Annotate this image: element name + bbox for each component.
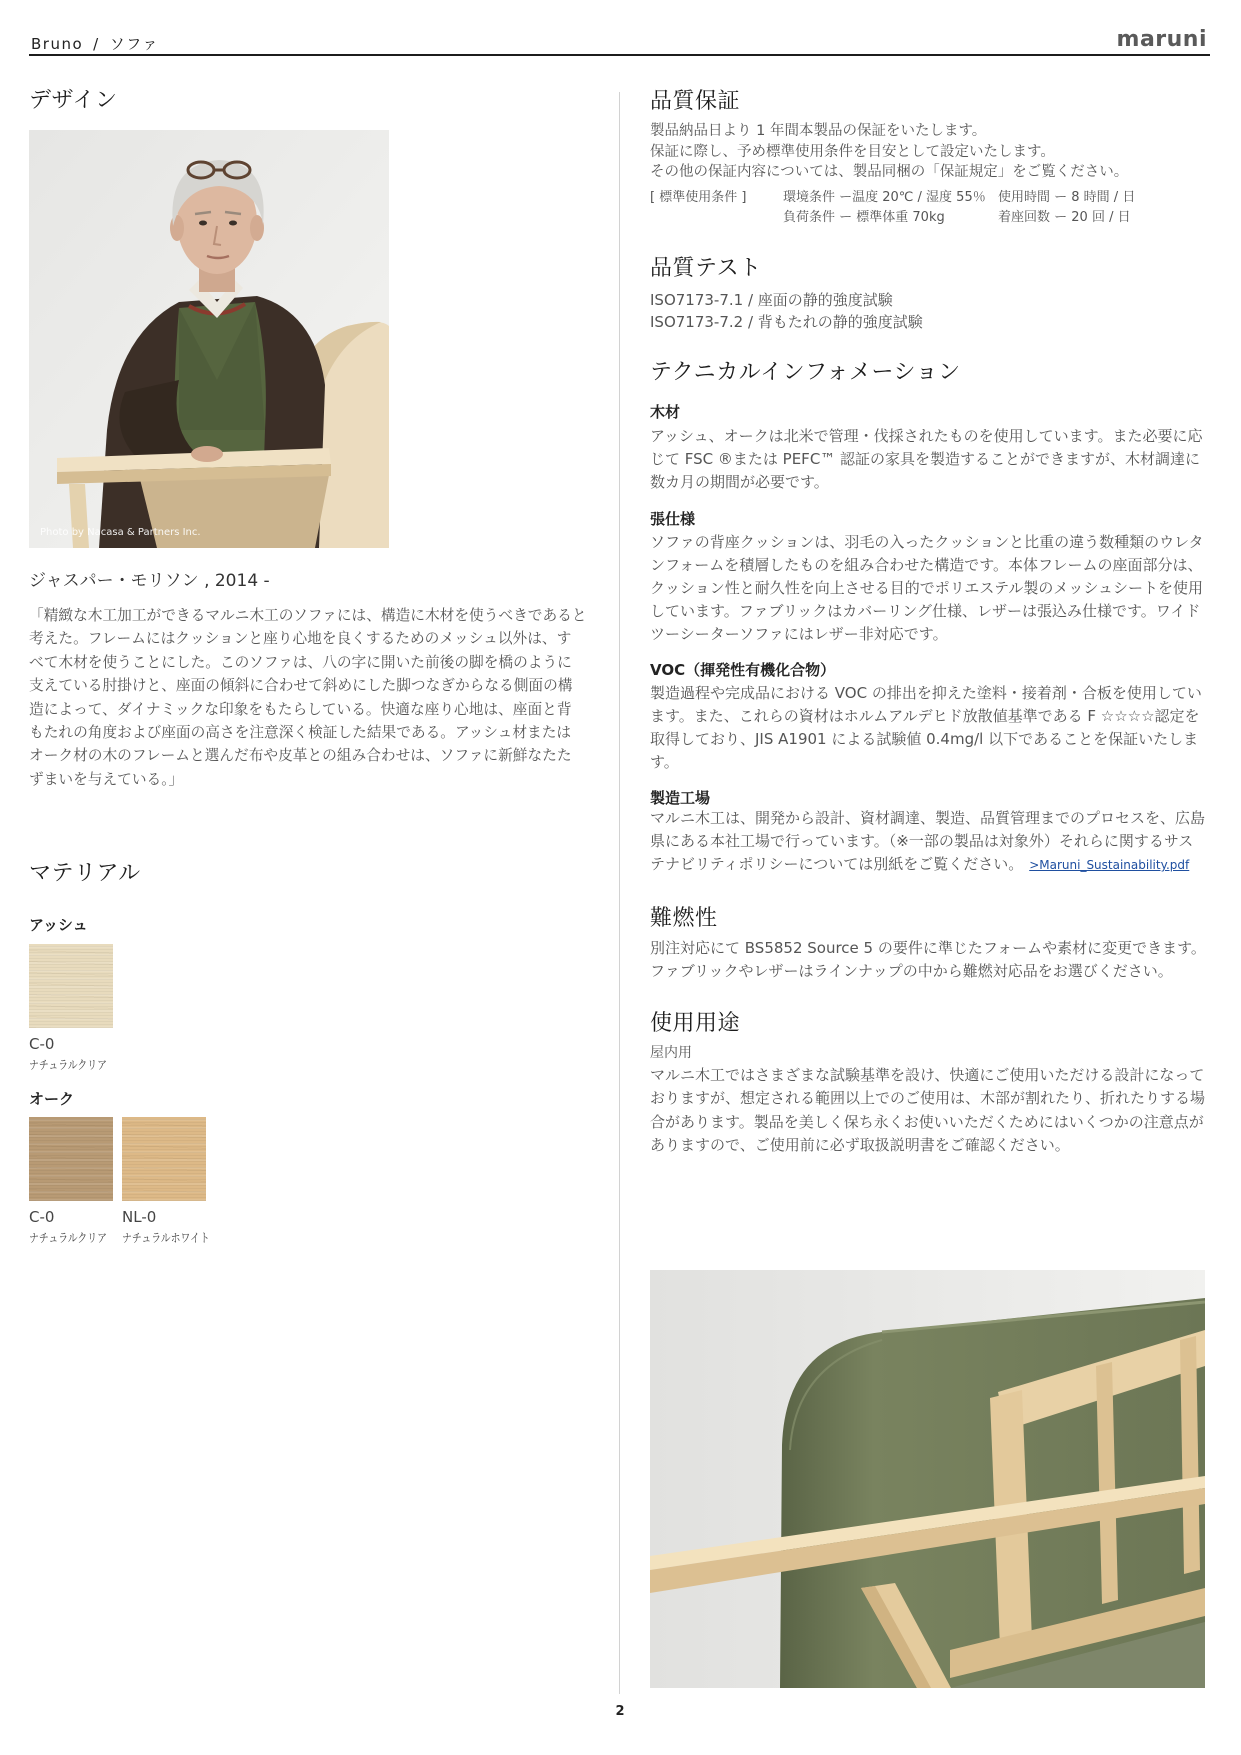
upholstery-text (650, 531, 1210, 646)
condition-item: 負荷条件 ー 標準体重 70kg (783, 210, 945, 225)
conditions-label: [ 標準使用条件 ] (650, 190, 747, 205)
wood-title: 木材 (650, 403, 681, 421)
voc-text (650, 682, 1210, 774)
wood-section (650, 401, 1210, 494)
factory-line-text: テナビリティポリシーについては別紙をご覧ください。 (650, 855, 1024, 873)
flame-retardant-heading: 難燃性 (650, 906, 718, 931)
upholstery-line: クッション性と耐久性を向上させる目的でポリエステル製のメッシュシートを使用 (650, 579, 1204, 597)
page-number: 2 (615, 1704, 625, 1719)
quote-line: ずまいを与えている。」 (29, 770, 184, 788)
quote-line: べて木材を使うことにした。このソファは、八の字に開いた前後の脚を橋のように (29, 653, 572, 671)
breadcrumb-category: ソファ (109, 35, 159, 53)
voc-title: VOC（揮発性有機化合物） (650, 661, 836, 679)
quality-test-item: ISO7173-7.2 / 背もたれの静的強度試験 (650, 313, 923, 331)
designer-quote (29, 604, 595, 791)
swatch-finish-wrap (29, 1227, 124, 1246)
column-divider (619, 92, 620, 1694)
quote-line: 支えている肘掛けと、座面の傾斜に合わせて斜めにした脚つなぎからなる側面の構 (29, 677, 573, 695)
design-heading: デザイン (29, 88, 118, 113)
swatch-finish: ナチュラルホワイト (122, 1231, 210, 1245)
warranty-line: 保証に際し、予め標準使用条件を目安として設定いたします。 (650, 143, 1055, 160)
usage-line: ありますので、ご使用前に必ず取扱説明書をご確認ください。 (650, 1135, 1070, 1154)
upholstery-line: ンフォームを積層したものを組み合わせた構造です。本体フレームの座面部分は、 (650, 556, 1203, 574)
swatch-finish-wrap (122, 1227, 229, 1246)
upholstery-section (650, 508, 1210, 646)
factory-text (650, 807, 1210, 877)
quote-line: 造によって、ダイナミックな印象をもたらしている。快適な座り心地は、座面と背 (29, 700, 572, 718)
warranty-text (650, 121, 1128, 183)
breadcrumb (31, 34, 159, 54)
material-group-ash: アッシュ (29, 916, 88, 934)
technical-info-heading: テクニカルインフォメーション (650, 360, 961, 385)
breadcrumb-separator: / (93, 35, 100, 53)
maruni-logo: maruni (1116, 27, 1207, 52)
condition-item: 着座回数 ー 20 回 / 日 (998, 210, 1131, 225)
voc-line: 製造過程や完成品における VOC の排出を抑えた塗料・接着剤・合板を使用してい (650, 684, 1202, 702)
flame-line: 別注対応にて BS5852 Source 5 の要件に準じたフォームや素材に変更できます。 (650, 939, 1206, 957)
wood-line: じて FSC ®または PEFC™ 認証の家具を製造することができますが、木材調達に (650, 450, 1201, 468)
swatch-oak-nl0 (122, 1117, 206, 1201)
upholstery-line: しています。ファブリックはカバーリング仕様、レザーは張込み仕様です。ワイド (650, 602, 1201, 620)
factory-line (650, 853, 1210, 877)
material-group-oak: オーク (29, 1090, 75, 1108)
warranty-heading: 品質保証 (650, 89, 741, 114)
voc-section (650, 659, 1210, 774)
quote-line: オーク材の木のフレームと選んだ布や皮革との組み合わせは、ソファに新鮮なたた (29, 747, 572, 765)
usage-line: 合があります。製品を美しく保ち永くお使いいただくためにはいくつかの注意点が (650, 1112, 1204, 1131)
designer-name: ジャスパー・モリソン , 2014 - (29, 571, 270, 591)
swatch-code: NL-0 (122, 1208, 157, 1226)
voc-line: 取得しており、JIS A1901 による試験値 0.4mg/l 以下であることを保証いたしま (650, 730, 1199, 748)
swatch-code: C-0 (29, 1035, 55, 1053)
swatch-oak-c0 (29, 1117, 113, 1201)
usage-line: おりますが、想定される範囲以上でのご使用は、木部が割れたり、折れたりする場 (650, 1089, 1206, 1108)
quality-test-list (650, 289, 923, 333)
upholstery-title: 張仕様 (650, 510, 696, 528)
usage-heading: 使用用途 (650, 1011, 741, 1036)
usage-line: マルニ木工ではさまざまな試験基準を設け、快適にご使用いただける設計になって (650, 1066, 1205, 1084)
designer-portrait-photo (29, 130, 389, 548)
swatch-ash-c0 (29, 944, 113, 1028)
quality-test-item: ISO7173-7.1 / 座面の静的強度試験 (650, 291, 893, 309)
voc-line: ます。また、これらの資材はホルムアルデヒド放散値基準である F ☆☆☆☆認定を (650, 707, 1200, 725)
quote-line: 「精緻な木工加工ができるマルニ木工のソファには、構造に木材を使うべきであると (29, 607, 587, 624)
factory-section (650, 787, 1210, 877)
breadcrumb-product: Bruno (31, 35, 84, 53)
condition-item: 環境条件 ー温度 20℃ / 湿度 55％ (783, 190, 986, 205)
factory-line: 県にある本社工場で行っています。（※一部の製品は対象外）それらに関するサス (650, 832, 1194, 850)
swatch-finish: ナチュラルクリア (29, 1058, 107, 1072)
upholstery-line: ツーシーターソファにはレザー非対応です。 (650, 625, 948, 643)
quote-line: もたれの角度および座面の高さを注意深く検証した結果である。アッシュ材または (29, 724, 572, 742)
sofa-detail-image (650, 1270, 1205, 1688)
quality-test-heading: 品質テスト (650, 256, 762, 281)
warranty-line: 製品納品日より 1 年間本製品の保証をいたします。 (650, 123, 987, 139)
sustainability-pdf-link[interactable]: >Maruni_Sustainability.pdf (1029, 858, 1190, 872)
warranty-line: その他の保証内容については、製品同梱の「保証規定」をご覧ください。 (650, 164, 1129, 180)
swatch-code: C-0 (29, 1208, 55, 1226)
header-rule (29, 54, 1210, 56)
wood-line: 数カ月の期間が必要です。 (650, 473, 829, 491)
flame-line: ファブリックやレザーはラインナップの中から難燃対応品をお選びください。 (650, 961, 1173, 980)
quote-line: 考えた。フレームにはクッションと座り心地を良くするためのメッシュ以外は、す (29, 630, 572, 648)
usage-text (650, 1064, 1205, 1157)
factory-title: 製造工場 (650, 789, 711, 807)
usage-type: 屋内用 (650, 1045, 692, 1061)
upholstery-line: ソファの背座クッションは、羽毛の入ったクッションと比重の違う数種類のウレタ (650, 533, 1204, 551)
swatch-finish-wrap (29, 1054, 124, 1073)
voc-line: す。 (650, 753, 679, 771)
sofa-detail-photo (650, 1270, 1205, 1688)
material-heading: マテリアル (29, 861, 141, 886)
swatch-finish: ナチュラルクリア (29, 1231, 107, 1245)
wood-line: アッシュ、オークは北米で管理・伐採されたものを使用しています。また必要に応 (650, 427, 1203, 445)
wood-text (650, 425, 1210, 494)
photo-credit: Photo by Nacasa & Partners Inc. (40, 527, 201, 538)
designer-portrait-image (29, 130, 389, 548)
factory-line: マルニ木工は、開発から設計、資材調達、製造、品質管理までのプロセスを、広島 (650, 809, 1206, 827)
flame-retardant-text (650, 937, 1206, 982)
condition-item: 使用時間 ー 8 時間 / 日 (998, 190, 1136, 205)
